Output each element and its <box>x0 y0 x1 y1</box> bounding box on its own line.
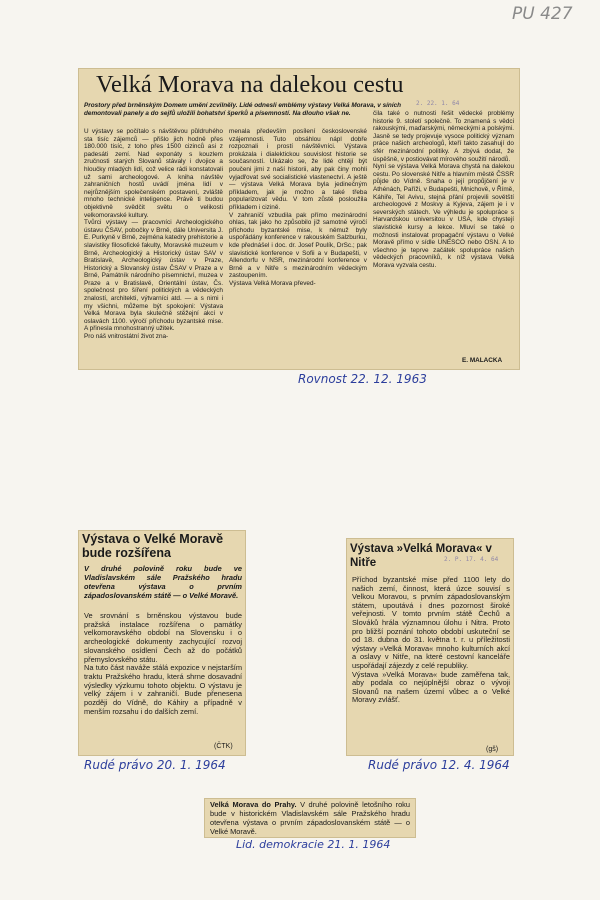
text-column-3: čila také o nutnosti řešit vědecké problémy historie 9. století společně. To znamená s vědci rakouskými, maďarskými, německými a polskými. Jasně se tedy projevuje vysoce politický význam práce našich archeologů, kteří takto zasahují do sfér mezinárodní politiky. A zbývá dodat, že úspěšně, v postiovávat mírového soužití národů. Nyní se výstava Velká Morava chystá na dalekou cestu. Po slovenské Nitře a hlavním městě ČSSR půjde do Vídně. Snaha o její propůjčení je v Athénách, Paříži, v Budapešti, Mnichově, v Římě, Káhiře, Tel Avivu, stejná přání projevili sovětští archeologové z Moskvy a Kyjeva, zájem je i v severských státech. Ve výhledu je spolupráce s Harvardskou universitou v USA, kde chystejí slavistické kursy a lekce. Mluví se také o možnosti instalovat propagační výstavu o Velké Moravě přímo v sídle UNESCO nebo OSN. A to všechno je teprve začátek spolupráce našich vědeckých pracovníků, k níž výstava Velká Morava vyzvala cestu. <box>373 110 514 269</box>
clipping-headline: Výstava »Velká Morava« v Nitře <box>350 543 492 569</box>
text-column-1: U výstavy se počítalo s návštěvou půldruhého sta tisíc zájemců — přišlo jich hodně přes 180.000 tisíc, z toho přes 1500 cizinců asi z padesáti zemí. Nad exponáty s kouzlem zručnosti starých Slovanů stávaly i dvojice a hloučky mladých lidí, což velice rádi konstatovali už sami archeologové. A kniha návštěv zahraničních hostů uvádí jména lidí v nejrůznějším společenském postavení, zvláště mnoho technické inteligence. Právě ti budou objektivně svědčit světu o velikosti velkomoravské kultury. Tvůrci výstavy — pracovníci Archeologického ústavu ČSAV, pobočky v Brně, dále Universita J. E. Purkyně v Brně, zejména katedry prehistorie a slavistiky filosofické fakulty, Moravské muzeum v Brně, Archeologický a Historický ústav SAV v Bratislavě, Archeologický ústav v Praze, Historický a Slovanský ústav ČSAV v Praze a v Brně, Památník národního písemnictví, muzea v Praze a v Bratislavě, Orientální ústav, Čs. společnost pro šíření politických a vědeckých znalostí, architekti, výtvarníci atd. — a s nimi i my všichni, můžeme být spokojeni: Výstava Velká Morava byla skutečně stěžejní akcí v oslavách 1100. výročí příchodu byzantské mise. A přinesla mnohostranný užitek. Pro náš vnitrostátní život zna- <box>84 128 223 341</box>
clipping-lead <box>84 102 406 117</box>
clipping-headline: Velká Morava na dalekou cestu <box>96 71 404 98</box>
lead-text: V druhé polovině roku bude ve Vladislavském sále Pražského hradu otevřena výstava o prvním západoslovanském státě — o Velké Moravě. <box>84 564 242 600</box>
author-signature: E. MALACKA <box>462 357 503 364</box>
catalog-number-mark: PU 427 <box>512 4 573 24</box>
clipping-vystava-bude-rozsirena <box>78 530 246 756</box>
clipping-velka-morava-do-prahy <box>204 798 416 838</box>
clipping-vystava-v-nitre <box>346 538 514 756</box>
source-note-rude-pravo-2: Rudé právo 12. 4. 1964 <box>368 758 510 772</box>
clipping-body: Ve srovnání s brněnskou výstavou bude pražská instalace rozšířena o památky velkomoravského období na Slovensku i o archeologické dokumenty zachycující rozvoj slovanského osídlení Čech až do počátků přemyslovského státu. Na tuto část naváže stálá expozice v nejstarším traktu Pražského hradu, která shrne dosavadní výsledky výzkumu tohoto objektu. O výstavu je velký zájem i v zahraničí. Bude přenesena později do Vídně, do Káhiry a případně v menším rozsahu i do dalších zemí. <box>84 612 242 716</box>
clipping-body: Příchod byzantské mise před 1100 lety do našich zemí, činnost, která úzce souvisí s Velkou Moravou, s prvním západoslovanským státem, upoutává i dnes pozornost široké veřejnosti. V tomto prvním státě Čechů a Slováků hrála významnou úlohu i Nitra. Proto pro bližší poznání tohoto období uskuteční se od 18. dubna do 31. května t. r. u příležitosti výstavy »Velká Morava« mnoho kulturních akcí a oslavy v Nitře, na které cestovní kanceláře uspořádají zájezdy z celé republiky. Výstava »Velká Morava« bude zaměřena tak, aby podala co nejúplnější obraz o vývoji Slovanů na našem území vůbec a o Velké Moravy zvlášť. <box>352 576 510 705</box>
text-column-2: menala především posílení československé vzájemnosti. Tuto obsáhlou nápl dobře rozpoznali i prostí návštěvníci. Výstava prokázala i dialektickou souvislost historie se současností. Ukázalo se, že lidé chtějí být poučeni jimi z naší historii, aby pak činy mohli vyjadřovat své socialistické vlastenectví. A ještě — výstava Velká Morava byla jedinečným příkladem, jak je možno a také třeba popularizovat vědu. V tom zůstě posloužila příkladem i cizině. V zahraničí vzbudila pak přímo mezinárodní ohlas, tak jako ho způsobilo již samotné výročí příchodu byzantské mise, k němuž byly uspořádány konference v rakouském Salzburku, kde přednášel i doc. dr. Josef Poulík, DrSc.; pak slavistické konference v Sofii a v Budapešti, v Allendorfu v NSR, mezinárodní konference v Brně a v Nitře s mezinárodním vědeckým zastoupením. Výstava Velká Morava převed- <box>229 128 367 287</box>
clipping-velka-morava-na-dalekou-cestu <box>78 68 520 370</box>
clipping-text <box>210 800 410 836</box>
source-note-rovnost: Rovnost 22. 12. 1963 <box>298 372 427 386</box>
agency-mark: (gš) <box>486 746 499 753</box>
lead-text: Prostory před brněnským Domem umění zcvilněly. Lidé odnesli emblémy výstavy Velká Morava, v síních demontovali panely a do sejfů uložili bohatství šperků a písemností. Na dlouho však ne. <box>84 102 402 117</box>
clipping-headline: Výstava o Velké Moravě bude rozšířena <box>82 532 224 560</box>
source-note-rude-pravo-1: Rudé právo 20. 1. 1964 <box>84 758 226 772</box>
clipping-headline: Velká Morava do Prahy. <box>210 800 297 809</box>
clipping-body: V druhé polovině letošního roku bude v historickém Vladislavském sále Pražského hradu otevřena výstava o prvním západoslovanském státě — o Velké Moravě. <box>210 800 410 836</box>
source-note-lidova-demokracie: Lid. demokracie 21. 1. 1964 <box>236 838 391 851</box>
date-stamp: 2. P. 17. 4. 64 <box>444 556 499 563</box>
date-stamp: 2. 22. 1. 64 <box>416 100 460 107</box>
agency-mark: (ČTK) <box>214 743 233 750</box>
clipping-lead <box>84 564 242 600</box>
